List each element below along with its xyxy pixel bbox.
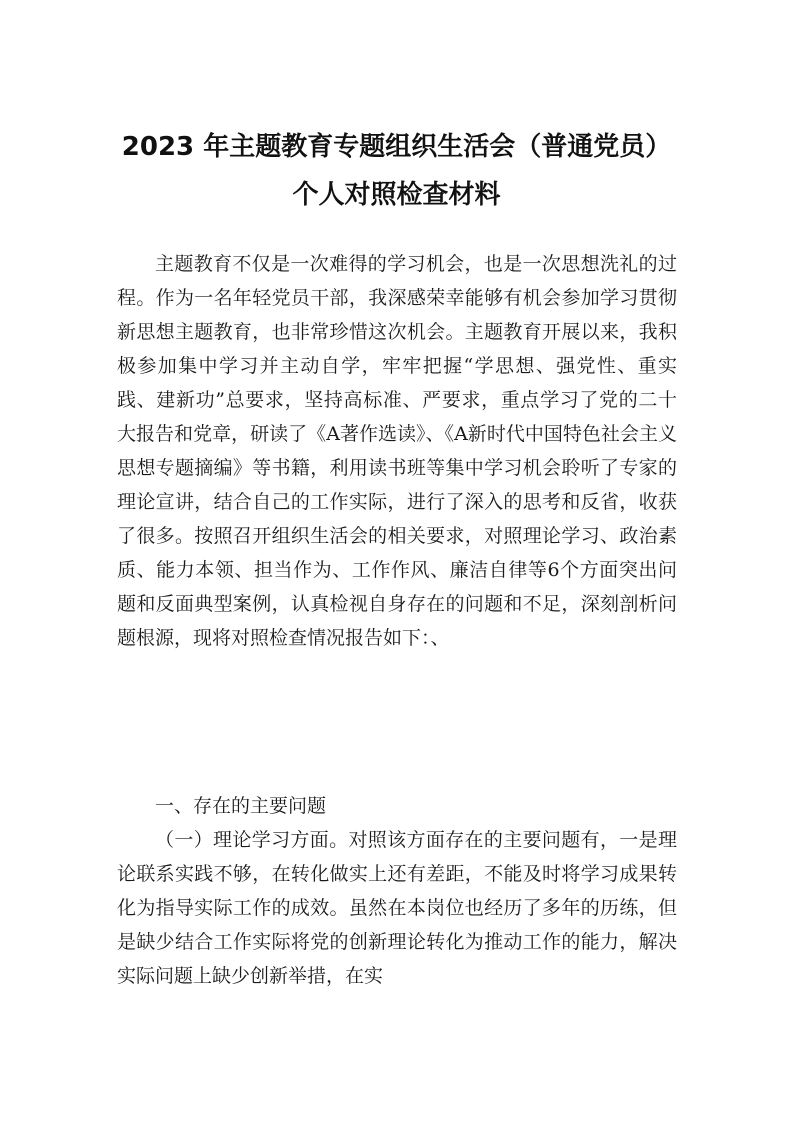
theory-study-paragraph: （一）理论学习方面。对照该方面存在的主要问题有，一是理论联系实践不够，在转化做实上还有差距，不能及时将学习成果转化为指导实际工作的成效。虽然在本岗位也经历了多年的历练，但是缺少结合工作实际将党的创新理论转化为推动工作的能力，解决实际问题上缺少创新举措，在实 [117, 829, 677, 987]
intro-paragraph: 主题教育不仅是一次难得的学习机会，也是一次思想洗礼的过程。作为一名年轻党员干部，我深感荣幸能够有机会参加学习贯彻新思想主题教育，也非常珍惜这次机会。主题教育开展以来，我积极参加集中学习并主动自学，牢牢把握“学思想、强党性、重实践、建新功”总要求，坚持高标准、严要求，重点学习了党的二十大报告和党章，研读了《A著作选读》、《A新时代中国特色社会主义思想专题摘编》等书籍，利用读书班等集中学习机会聆听了专家的理论宣讲，结合自己的工作实际，进行了深入的思考和反省，收获了很多。按照召开组织生活会的相关要求，对照理论学习、政治素质、能力本领、担当作为、工作作风、廉洁自律等6个方面突出问题和反面典型案例，认真检视自身存在的问题和不足，深刻剖析问题根源，现将对照检查情况报告如下：、 [117, 253, 677, 649]
section-heading: 一、存在的主要问题 [155, 795, 327, 817]
document-title-line-2: 个人对照检查材料 [292, 180, 501, 210]
document-title-line-1: 2023 年主题教育专题组织生活会（普通党员） [121, 132, 672, 162]
